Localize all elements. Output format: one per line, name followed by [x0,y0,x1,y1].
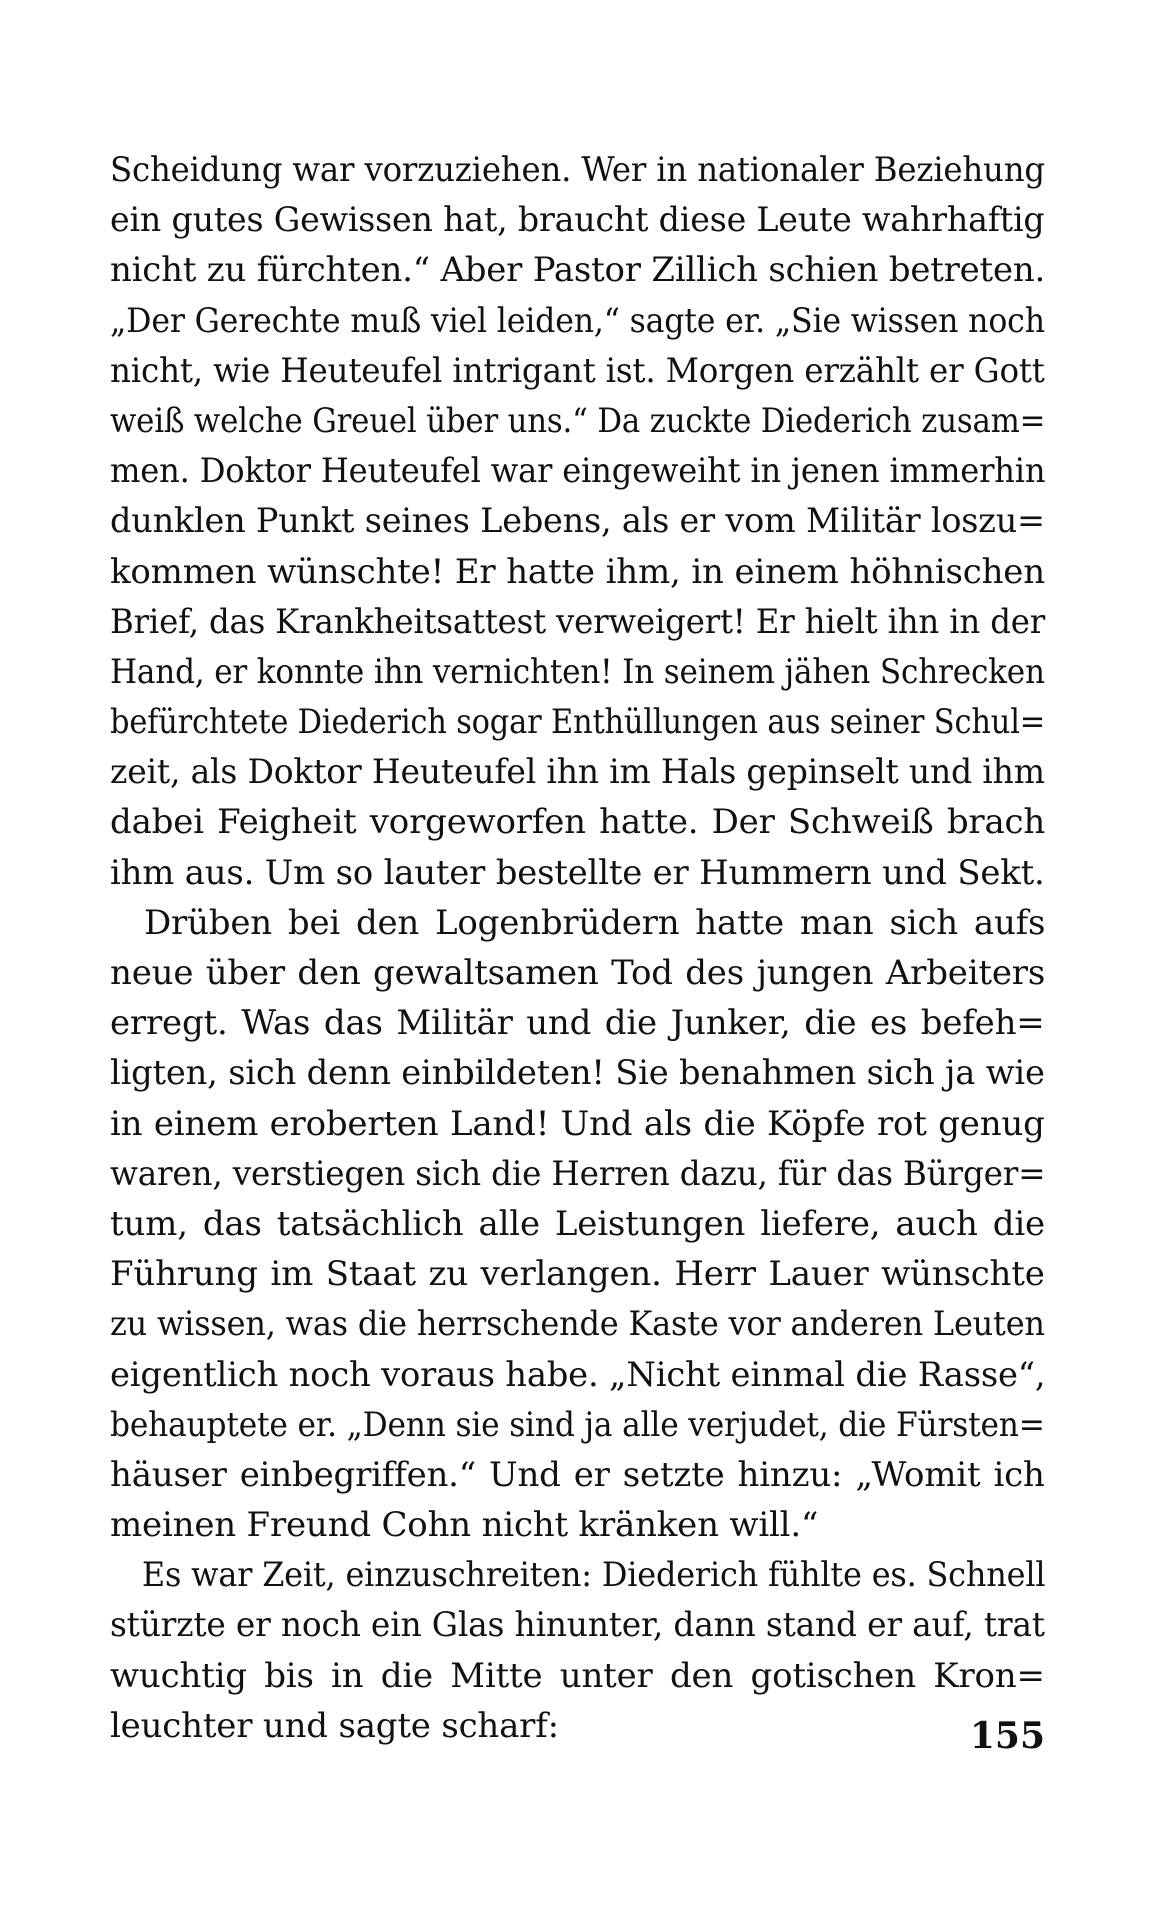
text-line: wuchtig bis in die Mitte unter den gotischen Kron= [110,1655,1045,1696]
text-line: häuser einbegriffen.“ Und er setzte hinzu: „Womit ich [110,1454,1045,1495]
text-line: nicht zu fürchten.“ Aber Pastor Zillich schien betreten. [110,250,1046,291]
text-line: ligten, sich denn einbildeten! Sie benahmen sich ja wie [110,1053,1045,1094]
body-text [110,145,1045,1751]
text-line: Führung im Staat zu verlangen. Herr Lauer wünschte [110,1254,1045,1295]
text-line: leuchter und sagte scharf: [110,1705,559,1746]
text-line: Drüben bei den Logenbrüdern hatte man sich aufs [144,902,1046,943]
text-line: nicht, wie Heuteufel intrigant ist. Morgen erzählt er Gott [110,350,1045,391]
text-line: befürchtete Diederich sogar Enthüllungen aus seiner Schul= [110,702,1046,743]
text-line: eigentlich noch voraus habe. „Nicht einmal die Rasse“, [110,1354,1046,1395]
text-line: Hand, er konnte ihn vernichten! In seinem jähen Schrecken [110,651,1045,692]
text-line: „Der Gerechte muß viel leiden,“ sagte er. „Sie wissen noch [110,300,1045,341]
text-line: zu wissen, was die herrschende Kaste vor anderen Leuten [110,1304,1045,1345]
page-number: 155 [969,1715,1045,1757]
text-line: Scheidung war vorzuziehen. Wer in nationaler Beziehung [110,150,1045,190]
text-line: neue über den gewaltsamen Tod des jungen Arbeiters [110,953,1046,993]
text-line: waren, verstiegen sich die Herren dazu, für das Bürger= [110,1153,1046,1194]
text-line: Es war Zeit, einzuschreiten: Diederich fühlte es. Schnell [141,1555,1046,1596]
text-line: in einem eroberten Land! Und als die Köpfe rot genug [110,1103,1045,1144]
text-line: tum, das tatsächlich alle Leistungen liefere, auch die [110,1203,1045,1244]
text-line: meinen Freund Cohn nicht kränken will.“ [110,1505,819,1546]
text-line: Brief, das Krankheitsattest verweigert! Er hielt ihn in der [110,601,1046,642]
text-line: behauptete er. „Denn sie sind ja alle verjudet, die Fürsten= [110,1404,1045,1445]
text-line: kommen wünschte! Er hatte ihm, in einem höhnischen [110,551,1045,592]
text-line: men. Doktor Heuteufel war eingeweiht in jenen immerhin [110,451,1046,492]
text-line: weiß welche Greuel über uns.“ Da zuckte Diederich zusam= [110,400,1046,441]
text-line: erregt. Was das Militär und die Junker, die es befeh= [110,1003,1045,1044]
text-line: dunklen Punkt seines Lebens, als er vom Militär loszu= [110,501,1045,542]
text-line: ein gutes Gewissen hat, braucht diese Leute wahrhaftig [110,200,1045,241]
text-line: dabei Feigheit vorgeworfen hatte. Der Schweiß brach [110,802,1046,843]
text-line: ihm aus. Um so lauter bestellte er Hummern und Sekt. [110,852,1045,893]
text-line: zeit, als Doktor Heuteufel ihn im Hals gepinselt und ihm [110,752,1045,793]
text-line: stürzte er noch ein Glas hinunter, dann stand er auf, trat [110,1605,1045,1646]
